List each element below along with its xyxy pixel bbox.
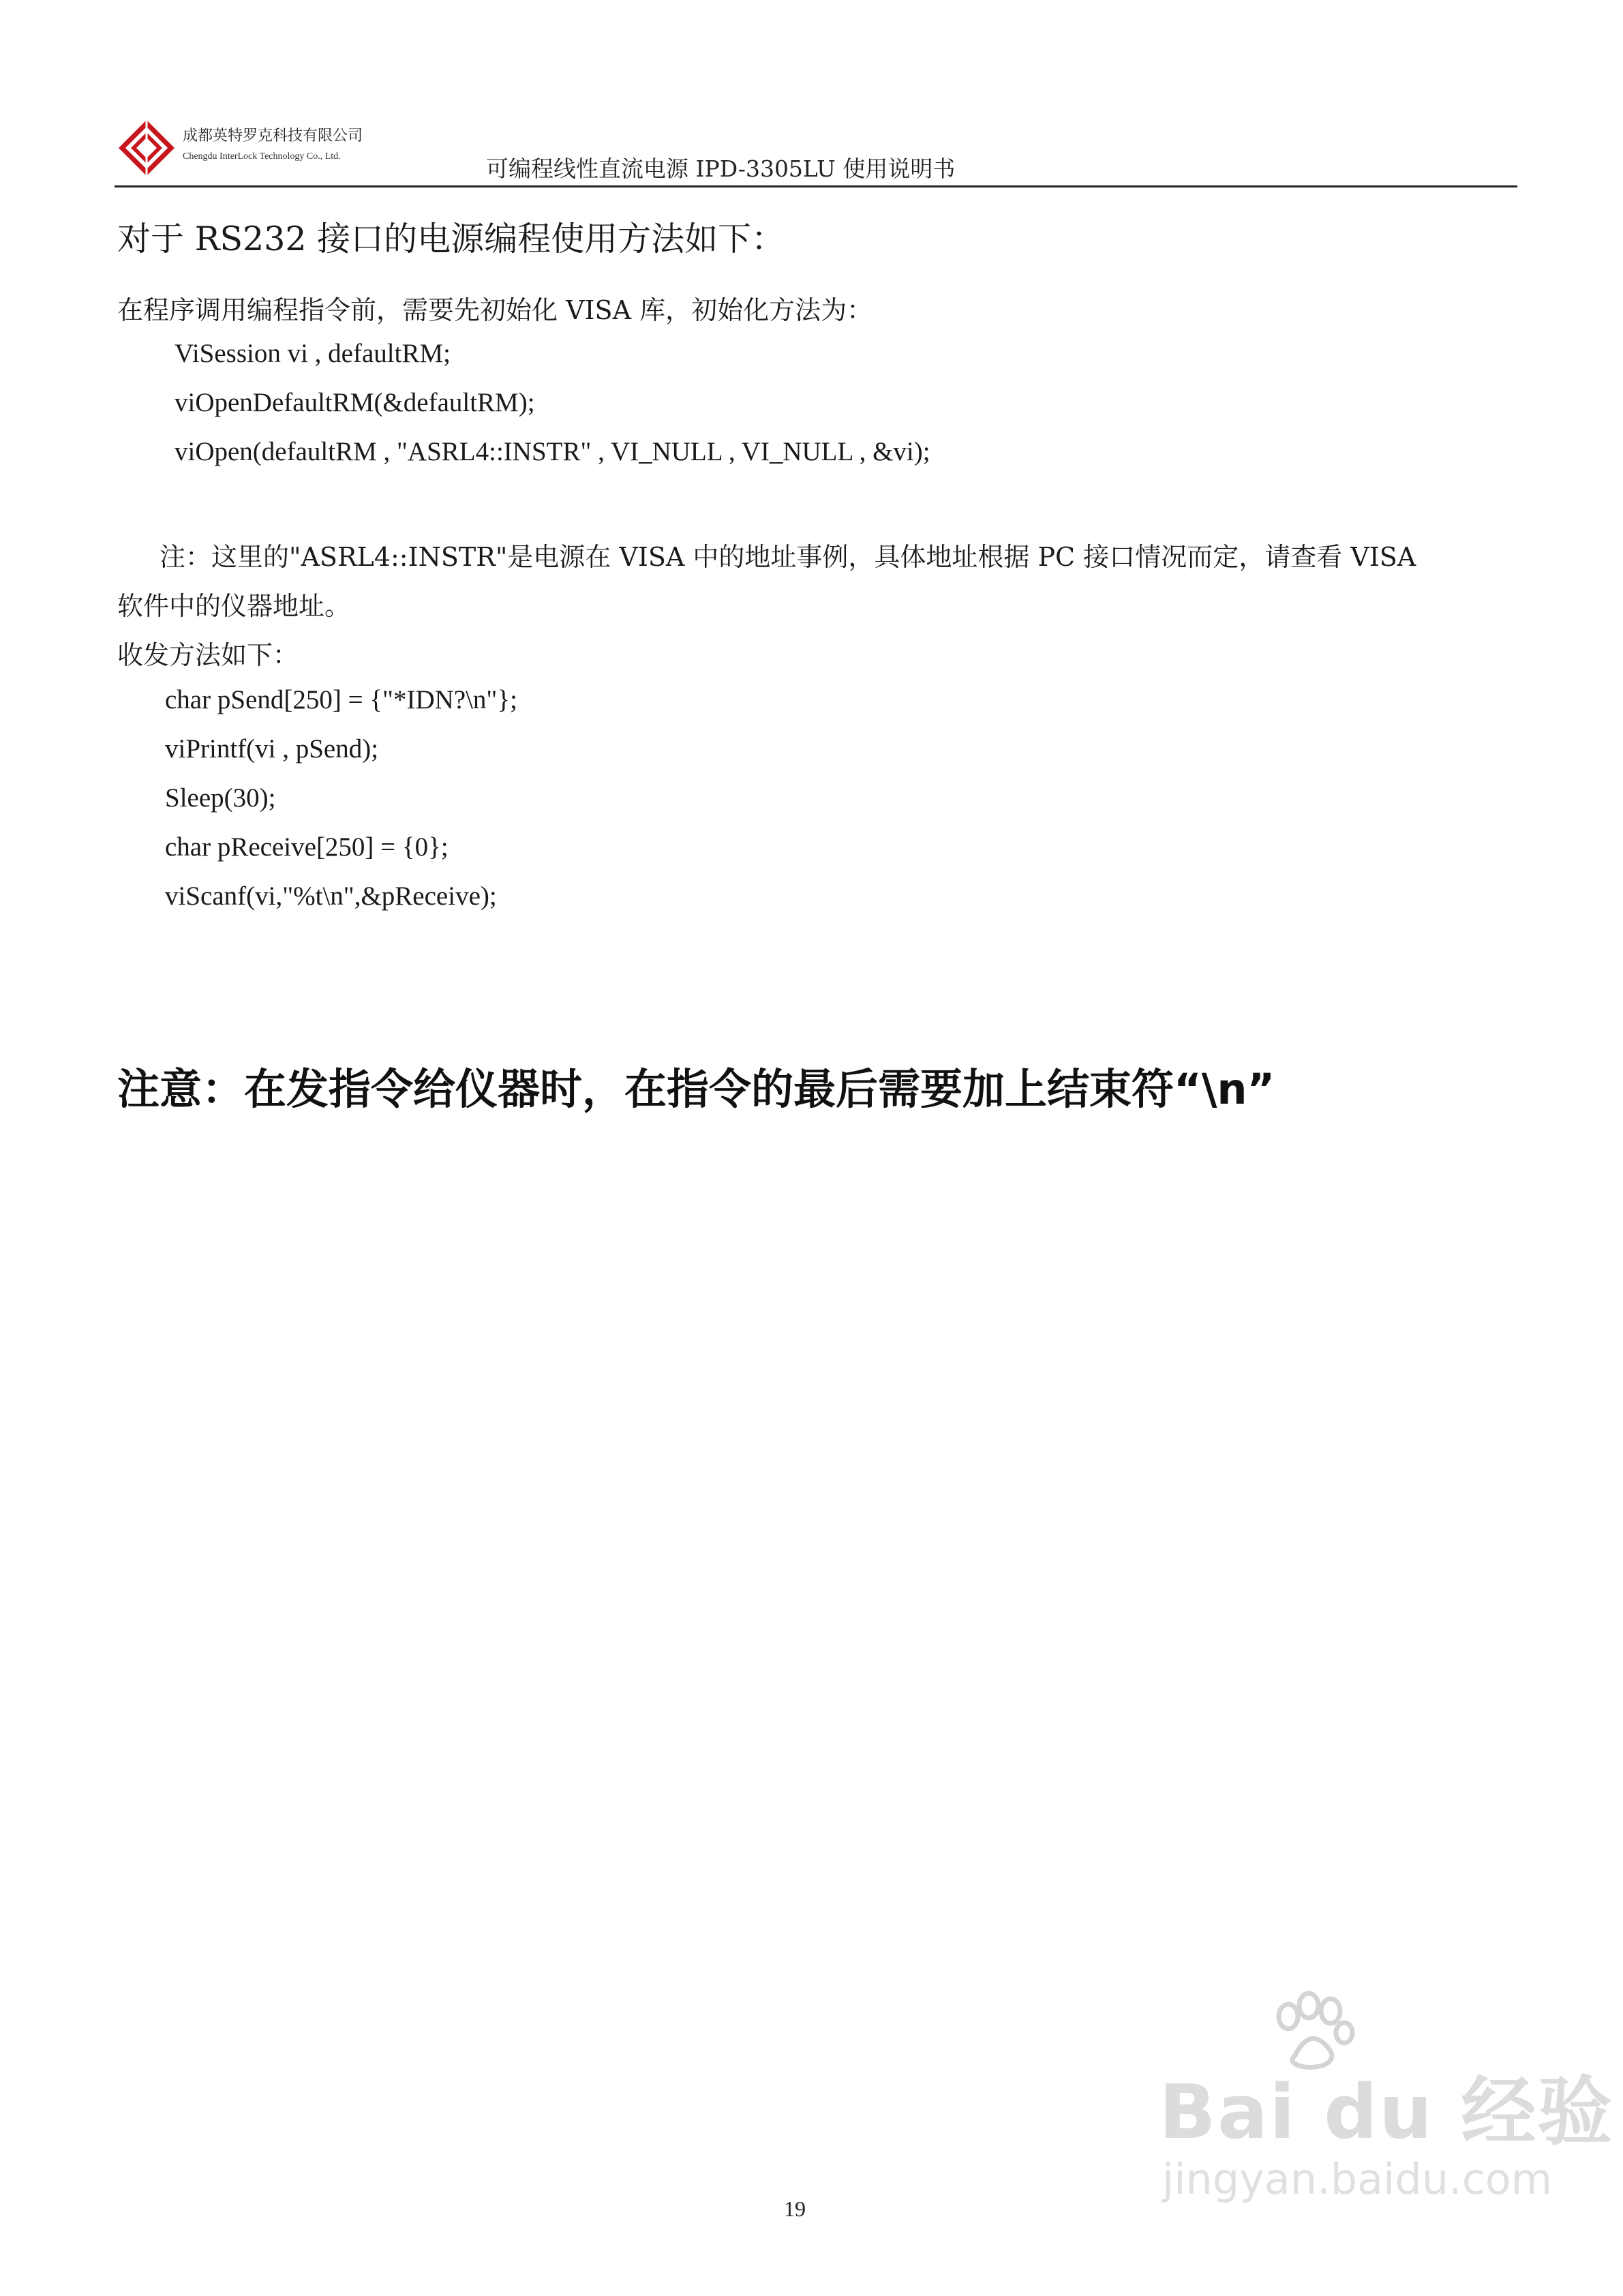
code-line: viOpenDefaultRM(&defaultRM); [175,388,535,417]
note-paragraph-cont: 软件中的仪器地址。 [117,591,351,621]
company-name-en: Chengdu InterLock Technology Co., Ltd. [183,151,341,162]
page-number: 19 [784,2196,806,2221]
company-name-cn: 成都英特罗克科技有限公司 [183,127,363,145]
code-line: viPrintf(vi , pSend); [165,734,379,764]
diamond-logo-icon [116,117,177,179]
code-line: viOpen(defaultRM , "ASRL4::INSTR" , VI_NULL , VI_NULL , &vi); [175,437,930,466]
code-line: ViSession vi , defaultRM; [175,339,451,368]
note-paragraph: 注：这里的"ASRL4::INSTR"是电源在 VISA 中的地址事例，具体地址根据 PC 接口情况而定，请查看 VISA [160,542,1416,572]
watermark-brand: Bai du 经验 [1159,2068,1614,2156]
watermark-url: jingyan.baidu.com [1162,2154,1553,2204]
code-line: char pReceive[250] = {0}; [165,832,449,862]
intro-paragraph: 在程序调用编程指令前，需要先初始化 VISA 库，初始化方法为： [117,295,873,325]
send-receive-title: 收发方法如下： [117,640,299,670]
code-line: Sleep(30); [165,783,276,813]
code-line: char pSend[250] = {"*IDN?\n"}; [165,685,517,714]
header-divider [115,185,1517,187]
code-line: viScanf(vi,"%t\n",&pReceive); [165,881,497,911]
section-heading: 对于 RS232 接口的电源编程使用方法如下： [117,220,785,258]
document-title: 可编程线性直流电源 IPD-3305LU 使用说明书 [486,155,956,182]
important-notice: 注意：在发指令给仪器时，在指令的最后需要加上结束符“\n” [117,1064,1275,1114]
